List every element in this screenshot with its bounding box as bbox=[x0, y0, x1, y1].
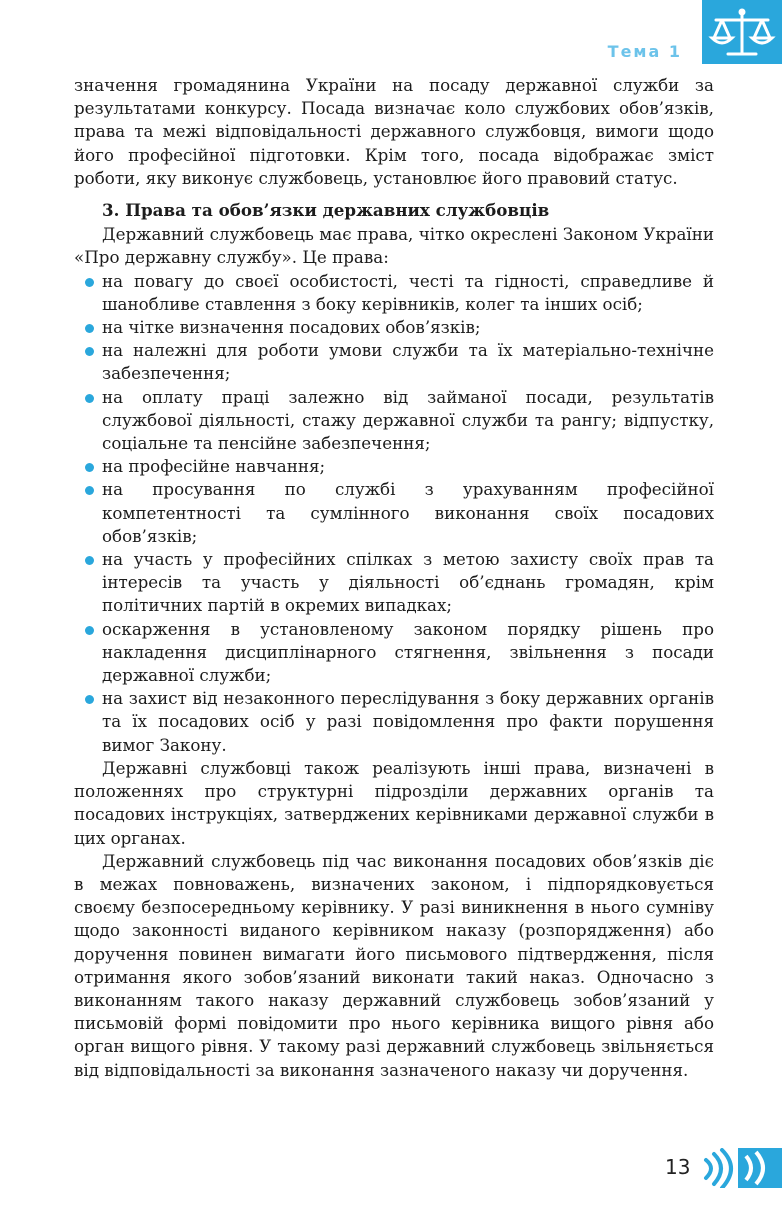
list-item bbox=[74, 478, 714, 548]
list-item-text: на професійне навчання; bbox=[102, 456, 326, 477]
topic-label: Тема 1 bbox=[607, 42, 682, 61]
list-item-text: на захист від незаконного переслідування з боку державних органів та їх посадових осіб у разі повідомлення про факти порушення вимог Закону. bbox=[102, 688, 714, 755]
bullet-icon bbox=[85, 463, 94, 472]
list-item bbox=[74, 339, 714, 385]
list-item-text: на належні для роботи умови служби та їх матеріально-технічне забезпечення; bbox=[102, 340, 714, 384]
list-item bbox=[74, 687, 714, 757]
bullet-icon bbox=[85, 347, 94, 356]
rights-intro-paragraph: Державний службовець має права, чітко окреслені Законом України «Про державну службу». Це права: bbox=[74, 224, 714, 268]
list-item bbox=[74, 618, 714, 688]
scales-of-justice-icon bbox=[708, 4, 776, 62]
list-item-text: на просування по службі з урахуванням професійної компетентності та сумлінного виконання своїх посадових обов’язків; bbox=[102, 479, 714, 546]
rights-list bbox=[74, 270, 714, 757]
bullet-icon bbox=[85, 278, 94, 287]
bullet-icon bbox=[85, 394, 94, 403]
page-number: 13 bbox=[665, 1155, 691, 1179]
bullet-icon bbox=[85, 626, 94, 635]
bullet-icon bbox=[85, 486, 94, 495]
list-item-text: на участь у професійних спілках з метою захисту своїх прав та інтересів та участь у діяльності об’єднань громадян, крім політичних партій в окремих випадках; bbox=[102, 549, 714, 616]
signal-waves-icon bbox=[702, 1148, 782, 1188]
other-rights-paragraph: Державні службовці також реалізують інші права, визначені в положеннях про структурні підрозділи державних органів та посадових інструкціях, затверджених керівниками державної служби в цих органах. bbox=[74, 757, 714, 848]
footer-tab bbox=[702, 1148, 782, 1188]
duties-paragraph: Державний службовець під час виконання посадових обов’язків діє в межах повноважень, визначених законом, і підпорядковується своєму безпосередньому керівнику. У разі виникнення в нього сумніву щодо законності виданого керівником наказу (розпорядження) або доручення повинен вимагати його письмового підтвердження, після отримання якого зобов’язаний виконати такий наказ. Одночасно з виконанням такого наказу державний службовець зобов’язаний у письмовій формі повідомити про нього керівника вищого рівня або орган вищого рівня. У такому разі державний службовець звільняється від відповідальності за виконання зазначеного наказу чи доручення. bbox=[74, 850, 714, 1080]
list-item bbox=[74, 386, 714, 456]
bullet-icon bbox=[85, 695, 94, 704]
list-item bbox=[74, 316, 714, 339]
intro-paragraph: значення громадянина України на посаду державної служби за результатами конкурсу. Посада визначає коло службових обов’язків, права та межі відповідальності державного службовця, вимоги щодо його професійної підготовки. Крім того, посада відображає зміст роботи, яку виконує службовець, установлює його правовий статус. bbox=[74, 75, 714, 188]
list-item-text: на чітке визначення посадових обов’язків; bbox=[102, 317, 481, 338]
bullet-icon bbox=[85, 556, 94, 565]
list-item bbox=[74, 270, 714, 316]
topic-corner-tab bbox=[702, 0, 782, 64]
list-item bbox=[74, 548, 714, 618]
list-item bbox=[74, 455, 714, 478]
list-item-text: на повагу до своєї особистості, честі та гідності, справедливе й шанобливе ставлення з боку керівників, колег та інших осіб; bbox=[102, 270, 714, 314]
list-item-text: оскарження в установленому законом порядку рішень про накладення дисциплінарного стягнення, звільнення з посади державної служби; bbox=[102, 618, 714, 686]
page-content bbox=[74, 74, 714, 1082]
bullet-icon bbox=[85, 324, 94, 333]
list-item-text: на оплату праці залежно від займаної посади, результатів службової діяльності, стажу державної служби та рангу; відпустку, соціальне та пенсійне забезпечення; bbox=[102, 386, 714, 454]
section-heading: 3. Права та обов’язки державних службовців bbox=[102, 200, 550, 221]
